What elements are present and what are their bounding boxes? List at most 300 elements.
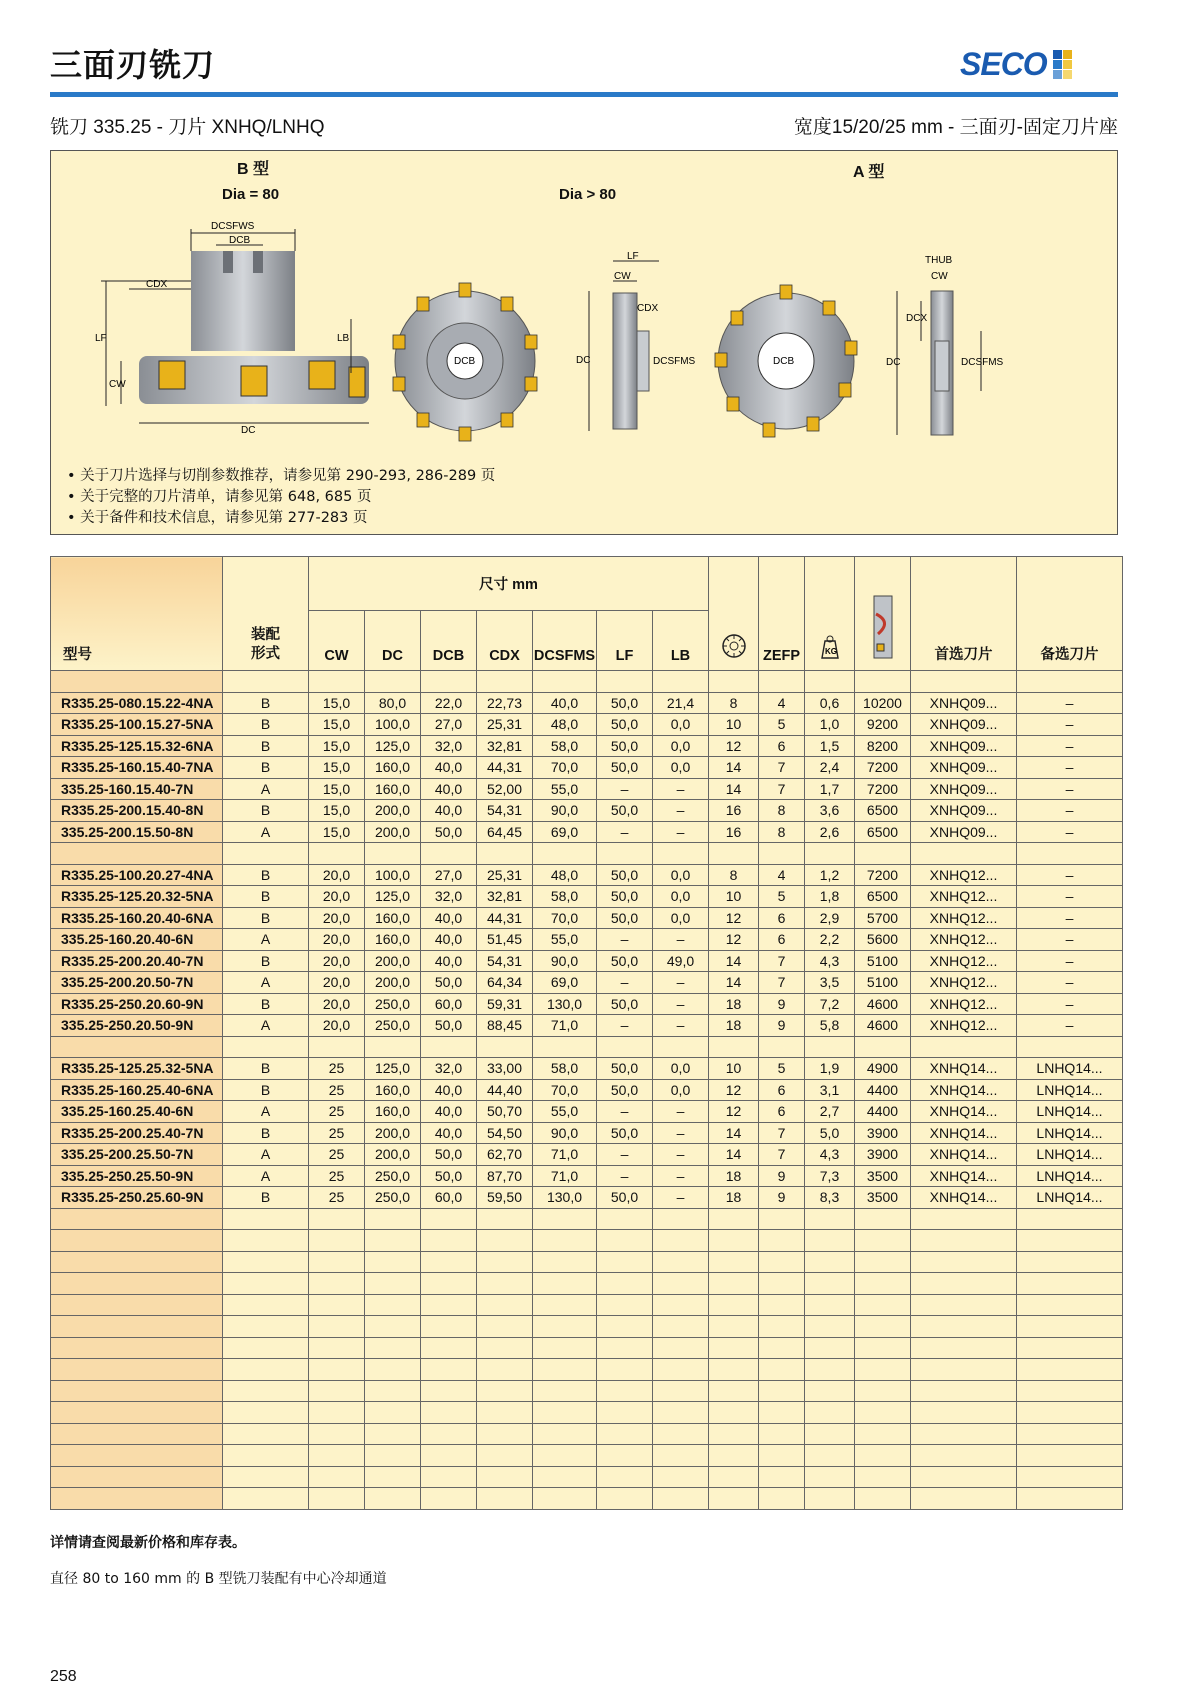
type-b-label: B 型 [237,161,270,178]
table-cell [855,1251,911,1273]
table-cell [477,1036,533,1058]
table-cell: 50,0 [597,993,653,1015]
cell-model [51,1230,223,1252]
table-cell: 32,81 [477,735,533,757]
table-cell [365,1423,421,1445]
table-cell [759,1251,805,1273]
cell-model: 335.25-200.15.50-8N [51,821,223,843]
table-cell: 4 [759,692,805,714]
table-cell: 0,0 [653,757,709,779]
table-cell [911,1251,1017,1273]
reference-notes [67,466,495,529]
table-cell [597,1402,653,1424]
table-cell [477,1423,533,1445]
table-cell [421,1036,477,1058]
table-cell: 49,0 [653,950,709,972]
table-cell: 58,0 [533,886,597,908]
table-cell: 5700 [855,907,911,929]
table-cell [365,1316,421,1338]
table-cell [709,1466,759,1488]
table-cell: 90,0 [533,1122,597,1144]
table-cell [1017,1402,1123,1424]
cell-model [51,843,223,865]
table-cell [309,1230,365,1252]
table-cell [597,1445,653,1467]
table-cell: 250,0 [365,1165,421,1187]
table-cell: 32,0 [421,1058,477,1080]
table-cell [309,1402,365,1424]
table-cell [653,1402,709,1424]
table-cell: 7200 [855,778,911,800]
table-cell [421,1423,477,1445]
table-cell: 25,31 [477,864,533,886]
table-cell: 50,70 [477,1101,533,1123]
table-cell [805,1208,855,1230]
table-cell: 12 [709,1079,759,1101]
table-cell: 50,0 [597,757,653,779]
table-cell: 51,45 [477,929,533,951]
table-cell: 3900 [855,1122,911,1144]
cdx-side-dim: CDX [637,303,659,314]
table-cell: 55,0 [533,929,597,951]
table-cell: 25 [309,1101,365,1123]
table-cell: XNHQ09... [911,757,1017,779]
table-cell [1017,671,1123,693]
table-cell: 0,0 [653,735,709,757]
table-cell [1017,1445,1123,1467]
table-cell: – [597,1144,653,1166]
table-cell: XNHQ12... [911,864,1017,886]
table-cell: 50,0 [597,800,653,822]
col-dc: DC [365,611,421,671]
table-cell: 200,0 [365,800,421,822]
table-cell [759,1316,805,1338]
col-cdx: CDX [477,611,533,671]
table-cell [855,1208,911,1230]
spacer-row [51,1359,1123,1381]
footer-note-stock: 详情请查阅最新价格和库存表。 [50,1535,246,1551]
page-title: 三面刃铣刀 [50,46,216,84]
table-cell: 8,3 [805,1187,855,1209]
table-cell [759,1337,805,1359]
col-dcb: DCB [421,611,477,671]
table-cell: XNHQ12... [911,950,1017,972]
table-cell: XNHQ14... [911,1165,1017,1187]
spacer-row [51,1488,1123,1510]
table-row [51,735,1123,757]
table-cell: 7200 [855,757,911,779]
svg-text:KG: KG [824,647,837,656]
table-cell: – [1017,1015,1123,1037]
table-cell: 10 [709,886,759,908]
table-cell: 250,0 [365,993,421,1015]
table-cell [365,1230,421,1252]
subtitle-right: 宽度15/20/25 mm - 三面刃-固定刀片座 [793,117,1118,138]
dia-gt80-label: Dia > 80 [559,186,617,203]
table-cell: 32,0 [421,886,477,908]
table-cell [709,1445,759,1467]
table-cell: – [1017,950,1123,972]
spacer-row [51,1036,1123,1058]
table-cell: – [1017,821,1123,843]
table-row [51,714,1123,736]
table-cell: 55,0 [533,1101,597,1123]
table-cell [653,1230,709,1252]
cell-model: 335.25-200.25.50-7N [51,1144,223,1166]
note-item: • 关于刀片选择与切削参数推荐，请参见第 290-293, 286-289 页 [67,466,495,487]
table-cell: 15,0 [309,778,365,800]
col-weight [805,557,855,671]
lb-dim: LB [337,333,350,344]
header-rule [50,92,1118,97]
table-cell [309,671,365,693]
table-cell [1017,1273,1123,1295]
table-cell [709,1359,759,1381]
table-cell [911,671,1017,693]
table-cell [597,1036,653,1058]
table-cell [759,843,805,865]
table-cell [223,1445,309,1467]
col-zefp: ZEFP [759,557,805,671]
table-cell [365,671,421,693]
table-cell [223,1402,309,1424]
table-cell: 50,0 [597,1079,653,1101]
table-cell: – [653,821,709,843]
cell-model [51,671,223,693]
table-cell: 5 [759,886,805,908]
cell-model [51,1423,223,1445]
table-cell: 48,0 [533,714,597,736]
dcx-dim: DCX [906,313,928,324]
cell-model: R335.25-250.25.60-9N [51,1187,223,1209]
table-cell: 8 [709,692,759,714]
table-cell: B [223,1122,309,1144]
table-cell: 62,70 [477,1144,533,1166]
table-cell [421,1337,477,1359]
table-cell: 44,31 [477,907,533,929]
dc-a-dim: DC [886,357,901,368]
cutter-drawings [51,201,1119,501]
table-cell [309,1273,365,1295]
table-cell: 50,0 [597,907,653,929]
table-cell [805,1380,855,1402]
table-cell: 9 [759,993,805,1015]
table-cell: 7 [759,778,805,800]
table-cell [855,1423,911,1445]
table-cell [709,671,759,693]
table-cell [709,843,759,865]
table-cell [309,1316,365,1338]
table-cell [477,1380,533,1402]
table-cell: 20,0 [309,929,365,951]
table-cell [421,1488,477,1510]
table-cell: 10200 [855,692,911,714]
table-cell: 4600 [855,993,911,1015]
coolant-icon [866,594,900,660]
table-cell [709,1273,759,1295]
lf-side-dim: LF [627,251,639,262]
table-cell: B [223,1079,309,1101]
table-cell [597,1359,653,1381]
table-cell [911,1359,1017,1381]
dcb-front-dim: DCB [454,356,476,367]
table-cell [911,1036,1017,1058]
table-cell [911,1380,1017,1402]
table-cell: 1,2 [805,864,855,886]
cell-model: 335.25-160.15.40-7N [51,778,223,800]
table-cell [653,1359,709,1381]
table-cell: 22,73 [477,692,533,714]
type-a-front-view [715,285,857,437]
table-cell: XNHQ14... [911,1101,1017,1123]
type-b-front-view [393,283,537,441]
table-cell [597,1488,653,1510]
table-cell: 18 [709,1015,759,1037]
table-cell: 50,0 [597,1187,653,1209]
table-cell: 50,0 [597,735,653,757]
table-row [51,864,1123,886]
table-cell [759,1208,805,1230]
table-cell [1017,843,1123,865]
table-cell: 50,0 [421,1015,477,1037]
table-cell [421,1208,477,1230]
footer-note-coolant: 直径 80 to 160 mm 的 B 型铣刀装配有中心冷却通道 [50,1571,387,1587]
thub-dim: THUB [925,255,953,266]
table-cell [759,1445,805,1467]
table-cell: A [223,972,309,994]
type-b-side-narrow-view [576,251,696,431]
dcsfws-dim: DCSFWS [211,221,255,232]
table-cell: 0,6 [805,692,855,714]
table-cell: 3,6 [805,800,855,822]
table-cell [223,1380,309,1402]
table-cell: 40,0 [533,692,597,714]
table-cell: 200,0 [365,972,421,994]
table-cell: XNHQ12... [911,907,1017,929]
table-cell: 200,0 [365,950,421,972]
table-cell: – [653,778,709,800]
table-cell [911,1294,1017,1316]
table-cell: A [223,778,309,800]
table-cell [805,1036,855,1058]
table-cell: B [223,757,309,779]
table-cell: LNHQ14... [1017,1187,1123,1209]
table-cell [653,1488,709,1510]
col-preferred: 首选刀片 [911,557,1017,671]
table-cell [855,1337,911,1359]
table-cell [759,1423,805,1445]
table-cell: XNHQ14... [911,1058,1017,1080]
cw-dim: CW [109,379,126,390]
table-row [51,950,1123,972]
table-cell: 40,0 [421,929,477,951]
logo-text: SECO [960,46,1047,82]
spacer-row [51,1402,1123,1424]
col-cw: CW [309,611,365,671]
table-cell [309,1359,365,1381]
table-cell: – [1017,886,1123,908]
table-cell: XNHQ09... [911,800,1017,822]
table-cell [597,1337,653,1359]
col-dcsfms: DCSFMS [533,611,597,671]
type-b-side-view [95,221,369,436]
table-cell: 5,0 [805,1122,855,1144]
col-teeth [709,557,759,671]
table-cell [597,1466,653,1488]
table-cell: XNHQ12... [911,993,1017,1015]
table-cell: 100,0 [365,864,421,886]
cell-model: R335.25-250.20.60-9N [51,993,223,1015]
table-cell: – [1017,864,1123,886]
table-cell [421,843,477,865]
table-cell: 32,81 [477,886,533,908]
table-cell: A [223,1165,309,1187]
table-cell: 160,0 [365,757,421,779]
table-cell: 15,0 [309,735,365,757]
table-cell: 130,0 [533,993,597,1015]
table-cell [759,1402,805,1424]
table-cell: XNHQ12... [911,1015,1017,1037]
table-cell: 6500 [855,800,911,822]
table-cell: 5 [759,1058,805,1080]
table-cell: 6 [759,929,805,951]
table-cell: 50,0 [597,886,653,908]
table-row [51,993,1123,1015]
table-cell [1017,1294,1123,1316]
table-cell: 20,0 [309,886,365,908]
cell-model [51,1359,223,1381]
table-cell [365,1273,421,1295]
table-cell [709,1488,759,1510]
table-cell: – [597,972,653,994]
table-cell [477,1294,533,1316]
table-cell [421,1251,477,1273]
table-row [51,929,1123,951]
table-cell [1017,1251,1123,1273]
table-cell: 6500 [855,821,911,843]
table-cell [855,1488,911,1510]
table-cell: – [653,1122,709,1144]
table-cell: – [597,821,653,843]
table-cell: 15,0 [309,692,365,714]
table-cell: 6 [759,1101,805,1123]
table-cell: 25 [309,1144,365,1166]
table-cell: 7,2 [805,993,855,1015]
table-cell [709,1208,759,1230]
table-cell: 44,31 [477,757,533,779]
table-cell: 25,31 [477,714,533,736]
table-cell: 2,2 [805,929,855,951]
table-cell: LNHQ14... [1017,1122,1123,1144]
table-cell [911,1423,1017,1445]
table-cell: B [223,800,309,822]
teeth-icon [720,632,748,660]
table-cell: – [653,929,709,951]
dcsfms-side-dim: DCSFMS [653,356,696,367]
table-cell [223,1359,309,1381]
table-row [51,800,1123,822]
table-cell [533,1337,597,1359]
table-cell: 25 [309,1187,365,1209]
table-cell: 70,0 [533,907,597,929]
table-cell: – [597,1101,653,1123]
table-cell: 1,5 [805,735,855,757]
table-cell: 0,0 [653,864,709,886]
table-cell [223,1251,309,1273]
table-cell [309,843,365,865]
table-cell: XNHQ12... [911,886,1017,908]
note-item: • 关于完整的刀片清单，请参见第 648, 685 页 [67,487,495,508]
table-cell [709,1316,759,1338]
table-cell [533,1488,597,1510]
table-cell [421,1230,477,1252]
table-cell: 5 [759,714,805,736]
table-cell [653,1036,709,1058]
table-cell [223,1316,309,1338]
table-row [51,1144,1123,1166]
table-cell: – [653,800,709,822]
cell-model: R335.25-200.20.40-7N [51,950,223,972]
table-cell: 50,0 [597,864,653,886]
table-cell: 69,0 [533,821,597,843]
table-cell [1017,1208,1123,1230]
table-cell: 50,0 [597,950,653,972]
table-cell: 18 [709,1165,759,1187]
table-cell: 7 [759,757,805,779]
cell-model [51,1036,223,1058]
table-cell: – [653,1101,709,1123]
table-cell: XNHQ09... [911,735,1017,757]
table-cell [533,671,597,693]
table-cell: 4400 [855,1079,911,1101]
table-cell [533,1359,597,1381]
table-cell [365,1466,421,1488]
table-cell [597,1251,653,1273]
table-cell: 33,00 [477,1058,533,1080]
table-cell: 50,0 [421,821,477,843]
table-cell: 200,0 [365,821,421,843]
table-cell: – [597,1015,653,1037]
table-cell [421,1273,477,1295]
table-cell [223,671,309,693]
table-cell: 21,4 [653,692,709,714]
table-cell: 54,31 [477,800,533,822]
table-cell [653,1445,709,1467]
table-cell: 12 [709,929,759,951]
table-cell [805,1359,855,1381]
table-row [51,886,1123,908]
cell-model: 335.25-160.25.40-6N [51,1101,223,1123]
table-cell: 25 [309,1122,365,1144]
spacer-row [51,1380,1123,1402]
cell-model: 335.25-200.20.50-7N [51,972,223,994]
table-cell [477,1466,533,1488]
table-cell: 160,0 [365,1101,421,1123]
table-cell: B [223,1187,309,1209]
table-cell: 87,70 [477,1165,533,1187]
table-cell [365,1359,421,1381]
table-cell [911,1337,1017,1359]
spacer-row [51,1423,1123,1445]
table-cell [533,1402,597,1424]
table-cell: 60,0 [421,993,477,1015]
lf-dim: LF [95,333,107,344]
table-cell [805,1423,855,1445]
table-cell: 60,0 [421,1187,477,1209]
table-cell [309,1294,365,1316]
table-cell [759,1380,805,1402]
table-cell [477,1402,533,1424]
